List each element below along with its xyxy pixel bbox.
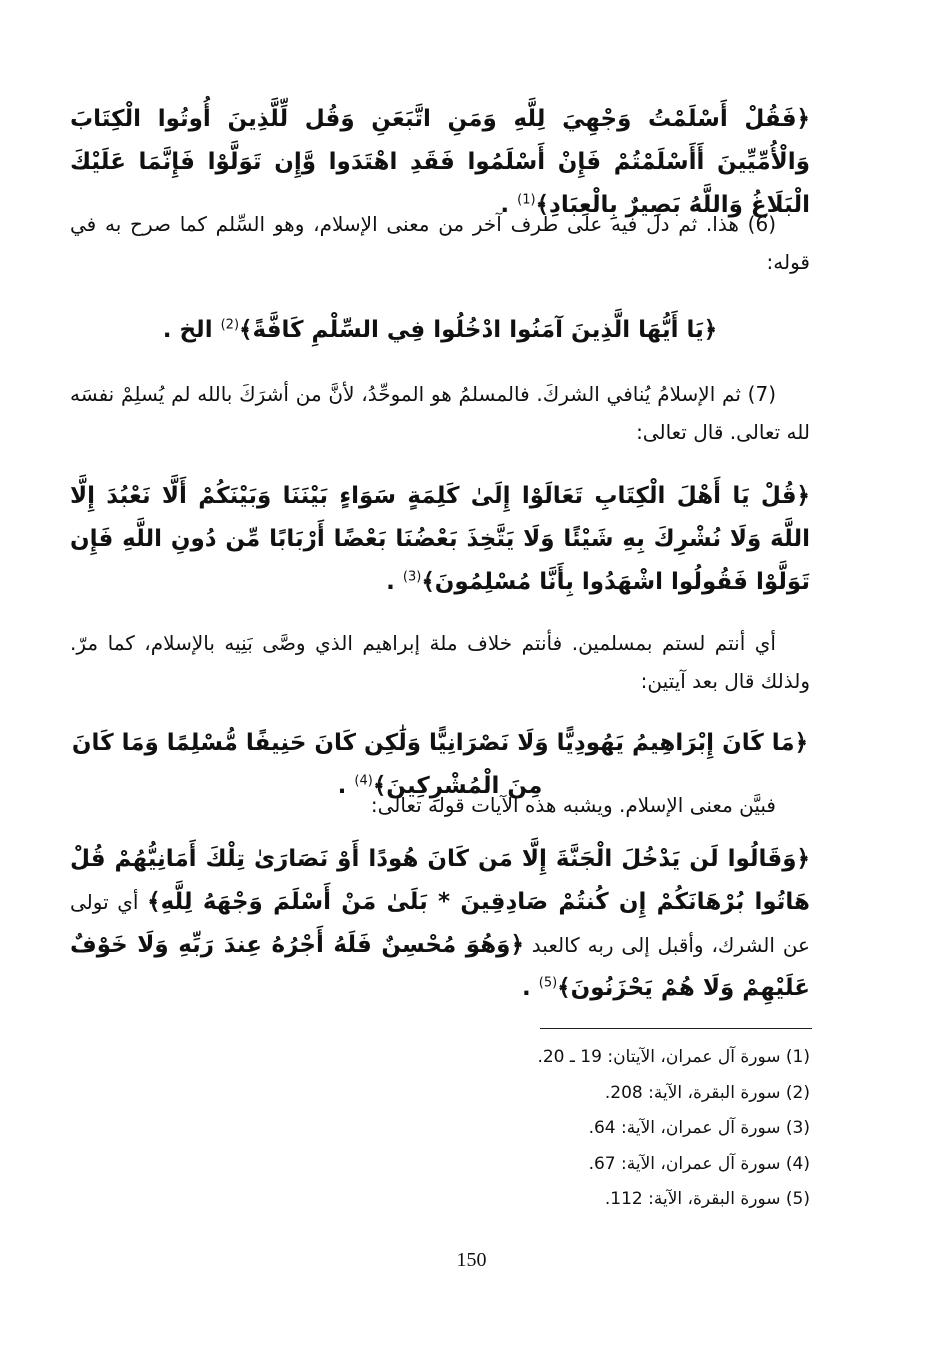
verse-tail: .	[337, 773, 355, 799]
footnote-ref-5: (5)	[538, 975, 558, 991]
footnotes	[300, 1040, 810, 1218]
footnote-2: (2) سورة البقرة، الآية: 208.	[604, 1082, 810, 1103]
paragraph-7: (7) ثم الإسلامُ يُنافي الشركَ. فالمسلمُ هو الموحِّدُ، لأنَّ من أشرَكَ بالله لم يُسلِمْ نفسَه لله تعالى. قال تعالى:	[70, 382, 810, 444]
footnote-ref-2: (2)	[220, 317, 240, 333]
footnote-divider	[540, 1028, 812, 1029]
quran-verse-2	[70, 309, 810, 352]
quran-verse-5	[70, 838, 810, 1010]
paragraph-9: فبيَّن معنى الإسلام. ويشبه هذه الآيات قوله تعالى:	[370, 793, 776, 817]
paragraph-8: أي أنتم لستم بمسلمين. فأنتم خلاف ملة إبراهيم الذي وصَّى بَنِيه بالإسلام، كما مرّ. ولذلك قال بعد آيتين:	[70, 631, 810, 693]
quran-verse-3	[70, 475, 810, 604]
footnote-ref-1: (1)	[517, 192, 536, 208]
verse-text: ﴿يَا أَيُّهَا الَّذِينَ آمَنُوا ادْخُلُوا فِي السِّلْمِ كَافَّةً﴾	[239, 317, 718, 343]
verse-tail: .	[500, 192, 518, 218]
verse-tail: .	[521, 975, 539, 1001]
inline-commentary: أي تولى عن الشرك، وأقبل إلى ربه كالعبد	[70, 890, 810, 957]
verse-text: ﴿مَا كَانَ إِبْرَاهِيمُ يَهُودِيًّا وَلَا نَصْرَانِيًّا وَلَٰكِن كَانَ حَنِيفًا مُّسْلِمًا وَمَا كَانَ مِنَ الْمُشْرِكِينَ﴾	[71, 730, 809, 799]
footnote-4: (4) سورة آل عمران، الآية: 67.	[588, 1153, 810, 1174]
footnote-ref-4: (4)	[354, 773, 373, 789]
verse-text: ﴿قُلْ يَا أَهْلَ الْكِتَابِ تَعَالَوْا إِلَىٰ كَلِمَةٍ سَوَاءٍ بَيْنَنَا وَبَيْنَكُمْ أَلَّا نَعْبُدَ إِلَّا اللَّهَ وَلَا نُشْرِكَ بِهِ شَيْئًا وَلَا يَتَّخِذَ بَعْضُنَا بَعْضًا أَرْبَابًا مِّن دُونِ اللَّهِ فَإِن تَوَلَّوْا فَقُولُوا اشْهَدُوا بِأَنَّا مُسْلِمُونَ﴾	[70, 483, 810, 595]
verse-text-a: ﴿وَقَالُوا لَن يَدْخُلَ الْجَنَّةَ إِلَّا مَن كَانَ هُودًا أَوْ نَصَارَىٰ تِلْكَ أَمَانِيُّهُمْ قُلْ هَاتُوا بُرْهَانَكُمْ إِن كُنتُمْ صَادِقِينَ * بَلَىٰ مَنْ أَسْلَمَ وَجْهَهُ لِلَّهِ﴾	[70, 846, 811, 915]
verse-tail: .	[386, 569, 403, 595]
paragraph-6: (6) هذا. ثم دل فيه على طرف آخر من معنى الإسلام، وهو السِّلم كما صرح به في قوله:	[70, 212, 810, 274]
footnote-3: (3) سورة آل عمران، الآية: 64.	[588, 1118, 810, 1138]
footnote-ref-3: (3)	[402, 569, 422, 585]
verse-text-b: ﴿وَهُوَ مُحْسِنٌ فَلَهُ أَجْرُهُ عِندَ رَبِّهِ وَلَا خَوْفٌ عَلَيْهِمْ وَلَا هُمْ يَحْزَنُونَ﴾	[70, 932, 810, 1001]
verse-tail: الخ .	[162, 317, 221, 343]
footnote-5: (5) سورة البقرة، الآية: 112.	[604, 1189, 810, 1209]
verse-text: ﴿فَقُلْ أَسْلَمْتُ وَجْهِيَ لِلَّهِ وَمَنِ اتَّبَعَنِ وَقُل لِّلَّذِينَ أُوتُوا الْكِتَابَ وَالْأُمِّيِّينَ أَأَسْلَمْتُمْ فَإِنْ أَسْلَمُوا فَقَدِ اهْتَدَوا وَّإِن تَوَلَّوْا فَإِنَّمَا عَلَيْكَ الْبَلَاغُ وَاللَّهُ بَصِيرٌ بِالْعِبَادِ﴾	[70, 106, 810, 218]
page-number: 150	[456, 1249, 487, 1271]
footnote-1: (1) سورة آل عمران، الآيتان: 19 ـ 20.	[537, 1047, 810, 1067]
